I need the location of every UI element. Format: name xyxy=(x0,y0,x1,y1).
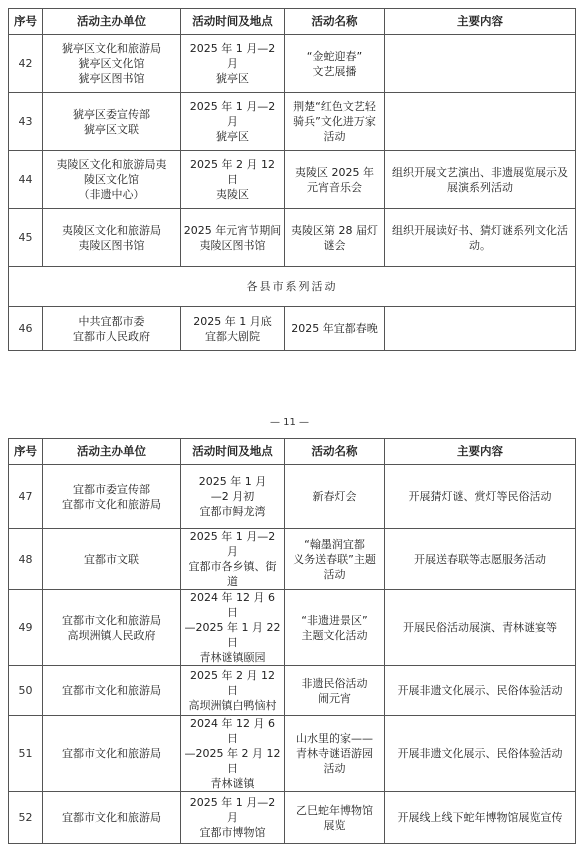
row-organizer-line: 宜都市委宣传部 xyxy=(73,482,150,496)
row-time-place-line: 夷陵区 xyxy=(216,188,249,201)
row-organizer xyxy=(43,465,181,529)
table-body xyxy=(9,465,576,844)
row-main-content: 开展非遗文化展示、民俗体验活动 xyxy=(385,666,576,716)
row-time-place-line: 2025 年 1 月 xyxy=(198,475,267,488)
row-time-place-line: 宜都市博物馆 xyxy=(199,826,266,839)
row-activity-name-line: 元宵音乐会 xyxy=(307,180,362,194)
row-activity-name-line: 活动 xyxy=(323,567,346,581)
row-index: 52 xyxy=(9,792,43,844)
header-activity-name: 活动名称 xyxy=(285,9,385,35)
row-organizer-line: 猇亭区文联 xyxy=(84,122,139,136)
row-time-place-line: 夷陵区图书馆 xyxy=(199,238,266,252)
row-time-place-line: 2025 年 1 月底 xyxy=(193,314,272,328)
row-index: 47 xyxy=(9,465,43,529)
row-organizer-line: 中共宜都市委 xyxy=(78,314,145,328)
table-row xyxy=(9,590,576,666)
table-row xyxy=(9,35,576,93)
row-main-content: 开展送春联等志愿服务活动 xyxy=(385,529,576,590)
row-organizer-line: 猇亭区文化馆 xyxy=(78,57,145,70)
row-organizer xyxy=(43,590,181,666)
row-activity-name xyxy=(285,93,385,151)
activity-table-top xyxy=(8,8,576,351)
header-organizer: 活动主办单位 xyxy=(43,9,181,35)
row-time-place-line: 宜都大剧院 xyxy=(205,329,260,343)
row-time-place-line: 日 xyxy=(227,636,238,649)
row-index: 42 xyxy=(9,35,43,93)
row-activity-name-line: 活动 xyxy=(323,762,346,775)
row-organizer-line: 猇亭区文化和旅游局 xyxy=(62,42,161,55)
row-activity-name-line: 2025 年宜都春晚 xyxy=(291,322,378,335)
row-activity-name-line: “翰墨润宜都 xyxy=(304,537,365,551)
header-index: 序号 xyxy=(9,439,43,465)
header-organizer: 活动主办单位 xyxy=(43,439,181,465)
row-time-place-line: 2025 年 1 月—2 月 xyxy=(189,42,276,70)
row-organizer xyxy=(43,151,181,209)
row-activity-name-line: 夷陵区第 28 届灯 xyxy=(291,223,378,237)
row-index: 49 xyxy=(9,590,43,666)
row-time-place xyxy=(181,93,285,151)
row-time-place-line: 2024 年 12 月 6 日 xyxy=(190,591,275,619)
row-main-content: 开展线上线下蛇年博物馆展览宣传 xyxy=(385,792,576,844)
table-body xyxy=(9,307,576,351)
table-row xyxy=(9,151,576,209)
row-time-place-line: 2025 年 1 月—2 月 xyxy=(189,100,276,128)
row-organizer-line: 宜都市文化和旅游局 xyxy=(62,613,161,627)
table-row xyxy=(9,93,576,151)
row-time-place xyxy=(181,716,285,792)
row-activity-name xyxy=(285,792,385,844)
row-activity-name xyxy=(285,465,385,529)
table-header-row xyxy=(9,439,576,465)
row-time-place xyxy=(181,35,285,93)
row-activity-name xyxy=(285,716,385,792)
row-activity-name-line: 乙巳蛇年博物馆 xyxy=(296,803,373,817)
row-time-place xyxy=(181,465,285,529)
row-time-place-line: —2 月初 xyxy=(210,490,255,503)
row-time-place-line: 日 xyxy=(227,762,238,775)
row-activity-name-line: 荆楚“红色文艺轻 xyxy=(293,100,376,113)
section-row xyxy=(9,267,576,307)
row-organizer-line: 宜都市文联 xyxy=(84,552,139,566)
row-time-place xyxy=(181,151,285,209)
row-organizer-line: 宜都市文化和旅游局 xyxy=(62,811,161,824)
row-activity-name xyxy=(285,151,385,209)
row-time-place-line: 2025 年 2 月 12 日 xyxy=(190,669,275,697)
row-main-content xyxy=(385,35,576,93)
row-main-content: 开展非遗文化展示、民俗体验活动 xyxy=(385,716,576,792)
row-activity-name xyxy=(285,307,385,351)
row-main-content xyxy=(385,307,576,351)
row-organizer xyxy=(43,35,181,93)
row-time-place-line: 青林谜镇 xyxy=(210,777,255,790)
row-organizer-line: 宜都市文化和旅游局 xyxy=(62,684,161,697)
row-organizer-line: 夷陵区文化和旅游局 xyxy=(62,223,161,237)
row-time-place-line: 宜都市各乡镇、街 xyxy=(188,560,277,573)
row-activity-name-line: “金蛇迎春” xyxy=(306,49,363,63)
row-time-place xyxy=(181,307,285,351)
row-activity-name xyxy=(285,666,385,716)
table-row xyxy=(9,529,576,590)
row-index: 44 xyxy=(9,151,43,209)
row-activity-name-line: 新春灯会 xyxy=(312,490,357,503)
table-row xyxy=(9,792,576,844)
header-time-place: 活动时间及地点 xyxy=(181,9,285,35)
section-title: 各县市系列活动 xyxy=(9,267,576,307)
row-organizer xyxy=(43,666,181,716)
row-index: 43 xyxy=(9,93,43,151)
table-row xyxy=(9,666,576,716)
row-activity-name-line: 文艺展播 xyxy=(312,64,357,78)
row-organizer xyxy=(43,792,181,844)
row-index: 48 xyxy=(9,529,43,590)
row-time-place-line: 2025 年元宵节期间 xyxy=(183,223,282,237)
row-main-content xyxy=(385,93,576,151)
row-time-place-line: 猇亭区 xyxy=(216,130,249,143)
row-organizer xyxy=(43,529,181,590)
row-organizer-line: 夷陵区图书馆 xyxy=(78,238,145,252)
row-organizer-line: 陵区文化馆 xyxy=(84,173,139,186)
row-activity-name-line: 谜会 xyxy=(323,238,346,252)
row-organizer xyxy=(43,93,181,151)
row-time-place xyxy=(181,529,285,590)
table-row xyxy=(9,307,576,351)
row-organizer xyxy=(43,716,181,792)
row-activity-name-line: 义务送春联”主题 xyxy=(293,552,376,566)
row-activity-name-line: 夷陵区 2025 年 xyxy=(295,165,374,179)
row-time-place xyxy=(181,209,285,267)
row-organizer-line: 高坝洲镇人民政府 xyxy=(67,628,156,642)
row-organizer-line: 宜都市文化和旅游局 xyxy=(62,497,161,511)
row-organizer-line: 猇亭区图书馆 xyxy=(78,72,145,85)
row-time-place-line: —2025 年 2 月 12 xyxy=(184,747,281,760)
row-activity-name xyxy=(285,590,385,666)
row-index: 51 xyxy=(9,716,43,792)
row-time-place-line: 2025 年 2 月 12 日 xyxy=(190,158,275,186)
table-body xyxy=(9,35,576,267)
row-index: 46 xyxy=(9,307,43,351)
row-main-content: 组织开展读好书、猜灯谜系列文化活动。 xyxy=(385,209,576,267)
row-time-place-line: 2024 年 12 月 6 日 xyxy=(190,717,275,745)
row-activity-name xyxy=(285,35,385,93)
row-organizer-line: （非遗中心） xyxy=(78,188,145,201)
header-time-place: 活动时间及地点 xyxy=(181,439,285,465)
row-activity-name-line: 非遗民俗活动 xyxy=(301,676,368,690)
table-row xyxy=(9,716,576,792)
header-index: 序号 xyxy=(9,9,43,35)
row-time-place-line: 青林谜镇颐园 xyxy=(199,651,266,664)
row-time-place-line: 猇亭区 xyxy=(216,72,249,85)
table-row xyxy=(9,465,576,529)
row-organizer-line: 宜都市人民政府 xyxy=(73,329,150,343)
row-index: 45 xyxy=(9,209,43,267)
row-organizer-line: 夷陵区文化和旅游局夷 xyxy=(56,158,167,171)
row-activity-name xyxy=(285,209,385,267)
row-time-place xyxy=(181,666,285,716)
row-main-content: 开展民俗活动展演、青林谜宴等 xyxy=(385,590,576,666)
row-organizer-line: 宜都市文化和旅游局 xyxy=(62,747,161,760)
row-time-place xyxy=(181,590,285,666)
row-time-place-line: —2025 年 1 月 22 xyxy=(184,621,281,634)
header-main-content: 主要内容 xyxy=(385,439,576,465)
row-time-place-line: 高坝洲镇白鸭恼村 xyxy=(188,699,277,712)
row-activity-name-line: 展览 xyxy=(323,818,346,832)
row-organizer xyxy=(43,209,181,267)
header-activity-name: 活动名称 xyxy=(285,439,385,465)
row-organizer-line: 猇亭区委宣传部 xyxy=(73,107,150,121)
row-time-place-line: 道 xyxy=(227,575,238,588)
page-number: — 11 — xyxy=(269,417,310,428)
row-time-place-line: 宜都市鲟龙湾 xyxy=(199,505,266,518)
row-organizer xyxy=(43,307,181,351)
row-activity-name-line: 活动 xyxy=(323,130,346,143)
row-time-place-line: 2025 年 1 月—2 月 xyxy=(189,530,276,558)
row-activity-name-line: “非遗进景区” xyxy=(301,613,368,627)
row-time-place xyxy=(181,792,285,844)
row-time-place-line: 2025 年 1 月—2 月 xyxy=(189,796,276,824)
row-activity-name-line: 闹元宵 xyxy=(318,691,351,705)
row-activity-name-line: 青林寺谜语游园 xyxy=(296,747,373,760)
table-header-row xyxy=(9,9,576,35)
row-activity-name xyxy=(285,529,385,590)
row-main-content: 开展猜灯谜、赏灯等民俗活动 xyxy=(385,465,576,529)
activity-table-bottom xyxy=(8,438,576,844)
row-activity-name-line: 骑兵”文化进万家 xyxy=(293,115,376,128)
row-index: 50 xyxy=(9,666,43,716)
table-row xyxy=(9,209,576,267)
row-main-content: 组织开展文艺演出、非遗展览展示及展演系列活动 xyxy=(385,151,576,209)
row-activity-name-line: 主题文化活动 xyxy=(301,628,368,642)
row-activity-name-line: 山水里的家—— xyxy=(296,732,373,745)
header-main-content: 主要内容 xyxy=(385,9,576,35)
